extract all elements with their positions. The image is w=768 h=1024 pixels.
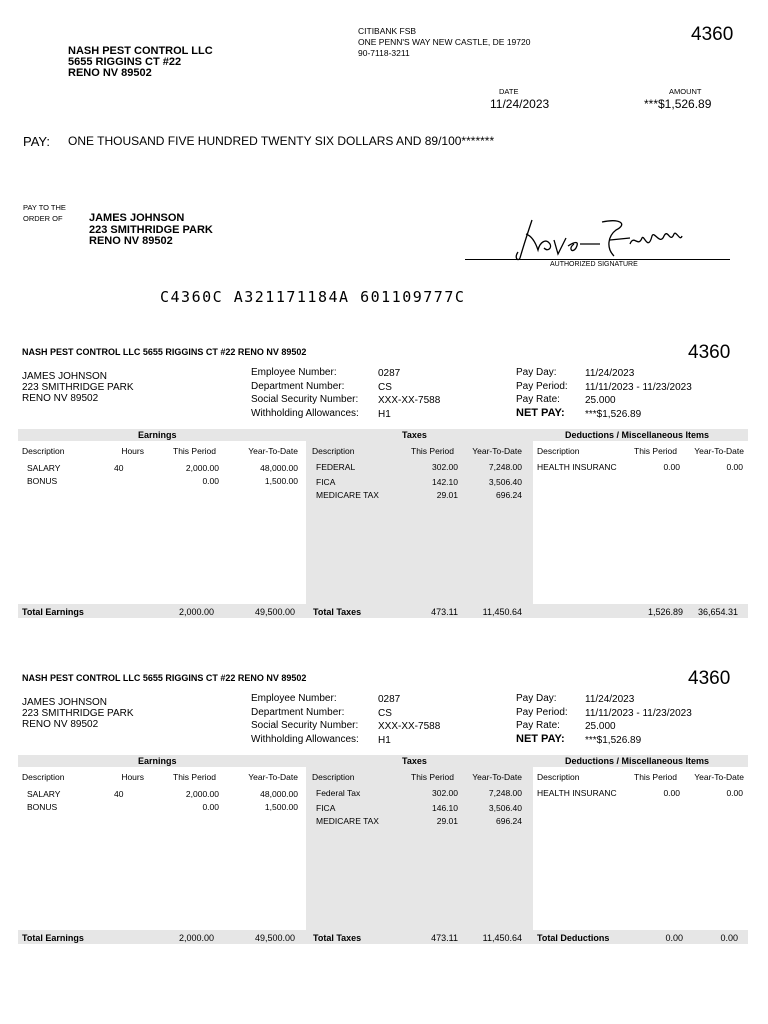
deductions-header: Deductions / Miscellaneous Items <box>565 430 710 440</box>
stub-company-title: NASH PEST CONTROL LLC 5655 RIGGINS CT #22 RENO NV 89502 <box>22 673 307 683</box>
total-earnings-ytd: 49,500.00 <box>254 607 295 617</box>
deduction-ytd: 0.00 <box>726 788 743 798</box>
stub-check-number: 4360 <box>688 668 731 689</box>
pay-stub-1 <box>0 333 768 643</box>
employee-line: RENO NV 89502 <box>22 393 99 404</box>
signature-image <box>510 214 690 264</box>
earning-description: BONUS <box>27 802 58 812</box>
total-deductions-period: 0.00 <box>665 933 683 943</box>
total-earnings-label: Total Earnings <box>22 607 84 617</box>
net-pay-label: NET PAY: <box>516 732 565 745</box>
pay-label: Pay Rate: <box>516 720 560 731</box>
employee-info-values <box>378 693 440 747</box>
total-deductions-label: Total Deductions <box>537 933 610 943</box>
pay-info-values <box>585 367 692 421</box>
employee-info-labels <box>251 366 359 420</box>
info-value: 0287 <box>378 368 401 379</box>
pay-value: 25.000 <box>585 721 616 732</box>
deduction-description: HEALTH INSURANC <box>537 462 617 472</box>
taxes-col-header: Year-To-Date <box>472 446 522 456</box>
pay-stub-2 <box>0 659 768 969</box>
taxes-col-header: This Period <box>411 772 454 782</box>
employee-line: RENO NV 89502 <box>22 719 99 730</box>
tax-ytd: 696.24 <box>496 816 522 826</box>
info-value: XXX-XX-7588 <box>378 395 441 406</box>
total-earnings-period: 2,000.00 <box>178 607 214 617</box>
info-label: Employee Number: <box>251 693 337 704</box>
pay-label: PAY: <box>23 134 50 149</box>
info-label: Employee Number: <box>251 367 337 378</box>
earning-this-period: 0.00 <box>202 802 219 812</box>
tax-ytd: 696.24 <box>496 490 522 500</box>
tax-ytd: 7,248.00 <box>488 462 522 472</box>
employee-info-values <box>378 367 440 421</box>
earnings-header: Earnings <box>138 756 177 766</box>
amount-in-words: ONE THOUSAND FIVE HUNDRED TWENTY SIX DOLLARS AND 89/100******* <box>68 134 495 148</box>
deductions-col-header: Year-To-Date <box>694 446 744 456</box>
earnings-col-header: This Period <box>173 446 216 456</box>
employee-info-labels <box>251 692 359 746</box>
tax-description: FEDERAL <box>316 462 356 472</box>
earnings-col-header: Description <box>22 446 65 456</box>
authorized-signature-label: AUTHORIZED SIGNATURE <box>550 261 638 268</box>
earnings-header: Earnings <box>138 430 177 440</box>
bank-name: CITIBANK FSB <box>358 26 417 36</box>
tax-this-period: 146.10 <box>432 803 458 813</box>
bank-address: ONE PENN'S WAY NEW CASTLE, DE 19720 <box>358 37 531 47</box>
tax-ytd: 3,506.40 <box>488 477 522 487</box>
tax-ytd: 3,506.40 <box>488 803 522 813</box>
payee-name: JAMES JOHNSON <box>89 212 185 224</box>
earning-description: SALARY <box>27 789 61 799</box>
earning-description: SALARY <box>27 463 61 473</box>
signature-line <box>465 259 730 260</box>
total-earnings-label: Total Earnings <box>22 933 84 943</box>
net-pay-value: ***$1,526.89 <box>585 408 642 420</box>
total-deductions-ytd: 0.00 <box>720 933 738 943</box>
tax-this-period: 29.01 <box>436 816 458 826</box>
earnings-col-header: Year-To-Date <box>248 446 298 456</box>
pay-to-the-label: PAY TO THE <box>23 203 66 212</box>
earning-hours: 40 <box>114 463 124 473</box>
net-pay-label: NET PAY: <box>516 406 565 419</box>
taxes-col-header: Description <box>312 446 355 456</box>
info-label: Department Number: <box>251 380 345 392</box>
totals-bar <box>18 604 748 618</box>
tax-description: Federal Tax <box>316 788 361 798</box>
tax-description: MEDICARE TAX <box>316 816 379 826</box>
earning-this-period: 2,000.00 <box>185 463 219 473</box>
employee-address <box>22 697 134 730</box>
info-label: Withholding Allowances: <box>251 733 359 745</box>
earnings-col-header: Description <box>22 772 65 782</box>
pay-label: Pay Rate: <box>516 394 560 405</box>
bank-info <box>358 26 530 59</box>
earning-ytd: 1,500.00 <box>264 476 298 486</box>
employee-line: JAMES JOHNSON <box>22 697 108 708</box>
earnings-col-header: This Period <box>173 772 216 782</box>
totals-bar <box>18 930 748 944</box>
total-taxes-label: Total Taxes <box>313 933 362 943</box>
taxes-col-header: Description <box>312 772 355 782</box>
employee-address <box>22 371 134 404</box>
micr-line: C4360C A321171184A 601109777C <box>160 288 466 306</box>
taxes-header: Taxes <box>402 756 427 766</box>
info-value: H1 <box>378 408 391 420</box>
tax-this-period: 302.00 <box>432 788 458 798</box>
pay-value: 11/11/2023 - 11/23/2023 <box>585 707 692 719</box>
payee-city: RENO NV 89502 <box>89 235 173 247</box>
deduction-ytd: 0.00 <box>726 462 743 472</box>
check-amount: ***$1,526.89 <box>644 97 712 111</box>
stub-company-title: NASH PEST CONTROL LLC 5655 RIGGINS CT #22 RENO NV 89502 <box>22 347 307 357</box>
earning-ytd: 1,500.00 <box>264 802 298 812</box>
amount-label: AMOUNT <box>669 87 702 96</box>
info-label: Department Number: <box>251 706 345 718</box>
stub-check-number: 4360 <box>688 342 731 363</box>
deductions-col-header: Description <box>537 446 580 456</box>
check-number: 4360 <box>691 24 734 45</box>
employee-line: 223 SMITHRIDGE PARK <box>22 382 134 393</box>
earning-description: BONUS <box>27 476 58 486</box>
earning-hours: 40 <box>114 789 124 799</box>
deductions-col-header: Description <box>537 772 580 782</box>
total-taxes-ytd: 11,450.64 <box>482 607 522 617</box>
date-label: DATE <box>499 87 519 96</box>
info-value: CS <box>378 707 392 719</box>
tax-ytd: 7,248.00 <box>488 788 522 798</box>
payee-street: 223 SMITHRIDGE PARK <box>89 223 213 236</box>
deduction-this-period: 0.00 <box>663 788 680 798</box>
payer-street: 5655 RIGGINS CT #22 <box>68 56 182 68</box>
total-earnings-period: 2,000.00 <box>178 933 214 943</box>
pay-value: 11/24/2023 <box>585 694 635 705</box>
pay-info-labels <box>516 692 568 746</box>
earning-ytd: 48,000.00 <box>260 789 298 799</box>
info-label: Social Security Number: <box>251 720 359 731</box>
deduction-description: HEALTH INSURANC <box>537 788 617 798</box>
total-taxes-label: Total Taxes <box>313 607 362 617</box>
taxes-col-header: This Period <box>411 446 454 456</box>
employee-line: 223 SMITHRIDGE PARK <box>22 708 134 719</box>
payee-address <box>89 213 213 248</box>
tax-this-period: 29.01 <box>436 490 458 500</box>
payer-city: RENO NV 89502 <box>68 67 152 79</box>
check-date: 11/24/2023 <box>490 97 550 111</box>
taxes-col-header: Year-To-Date <box>472 772 522 782</box>
earning-this-period: 2,000.00 <box>185 789 219 799</box>
order-of-label: ORDER OF <box>23 214 63 223</box>
total-deductions-ytd: 36,654.31 <box>697 607 738 617</box>
taxes-header: Taxes <box>402 430 427 440</box>
bank-routing-fraction: 90-7118-3211 <box>358 48 410 58</box>
tax-description: MEDICARE TAX <box>316 490 379 500</box>
total-earnings-ytd: 49,500.00 <box>254 933 295 943</box>
pay-label: Pay Day: <box>516 367 557 378</box>
total-deductions-period: 1,526.89 <box>647 607 683 617</box>
pay-label: Pay Day: <box>516 693 557 704</box>
payer-name: NASH PEST CONTROL LLC <box>68 45 213 57</box>
pay-label: Pay Period: <box>516 380 568 392</box>
pay-value: 11/24/2023 <box>585 368 635 379</box>
pay-value: 11/11/2023 - 11/23/2023 <box>585 381 692 393</box>
net-pay-value: ***$1,526.89 <box>585 734 642 746</box>
earnings-col-header: Year-To-Date <box>248 772 298 782</box>
deductions-header: Deductions / Miscellaneous Items <box>565 756 710 766</box>
info-value: 0287 <box>378 694 401 705</box>
total-taxes-period: 473.11 <box>431 607 458 617</box>
pay-to-order-label <box>23 202 66 224</box>
info-value: H1 <box>378 734 391 746</box>
tax-description: FICA <box>316 803 336 813</box>
deductions-col-header: This Period <box>634 446 677 456</box>
deductions-col-header: This Period <box>634 772 677 782</box>
deductions-col-header: Year-To-Date <box>694 772 744 782</box>
info-label: Withholding Allowances: <box>251 407 359 419</box>
info-value: CS <box>378 381 392 393</box>
payer-address <box>68 46 213 79</box>
info-value: XXX-XX-7588 <box>378 721 441 732</box>
pay-label: Pay Period: <box>516 706 568 718</box>
total-taxes-ytd: 11,450.64 <box>482 933 522 943</box>
earning-ytd: 48,000.00 <box>260 463 298 473</box>
pay-info-values <box>585 693 692 747</box>
earnings-col-header: Hours <box>121 446 144 456</box>
employee-line: JAMES JOHNSON <box>22 371 108 382</box>
tax-this-period: 302.00 <box>432 462 458 472</box>
pay-value: 25.000 <box>585 395 616 406</box>
pay-info-labels <box>516 366 568 420</box>
earning-this-period: 0.00 <box>202 476 219 486</box>
info-label: Social Security Number: <box>251 394 359 405</box>
deduction-this-period: 0.00 <box>663 462 680 472</box>
tax-description: FICA <box>316 477 336 487</box>
tax-this-period: 142.10 <box>432 477 458 487</box>
earnings-col-header: Hours <box>121 772 144 782</box>
total-taxes-period: 473.11 <box>431 933 458 943</box>
